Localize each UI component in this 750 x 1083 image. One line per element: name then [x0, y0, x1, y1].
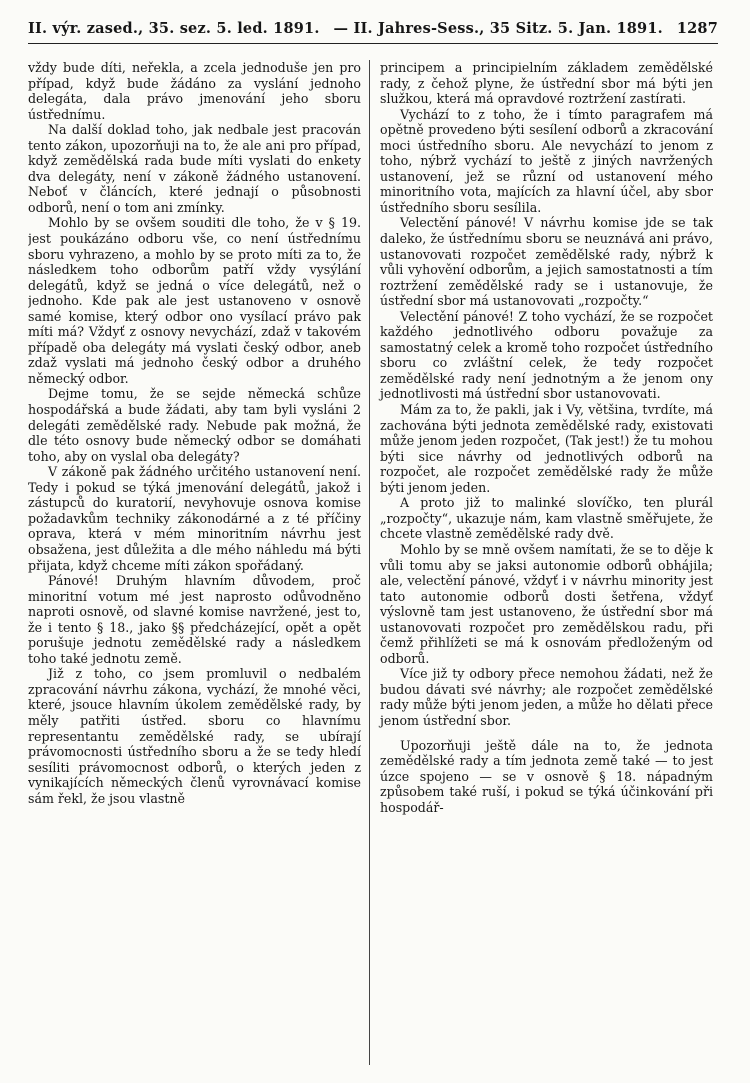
paragraph: Vychází to z toho, že i tímto paragrafem má opětně provedeno býti sesílení odborů a zkracování moci ústředního sboru. Ale nevychází to jenom z toho, nýbrž vychází to ještě z jiných navržených ustanovení, jež se různí od ustanovení mého minoritního vota, majících za hlavní účel, aby sbor ústředního sboru sesílila. [380, 106, 713, 215]
paragraph: Mám za to, že pakli, jak i Vy, většina, tvrdíte, má zachována býti jednota zemědělské rady, existovati může jenom jeden rozpočet, (Tak jest!) že tu mohou býti sice návrhy od jednotlivých odborů na rozpočet, ale rozpočet zemědělské rady že může býti jenom jeden. [380, 402, 713, 495]
paragraph: V zákoně pak žádného určitého ustanovení není. Tedy i pokud se týká jmenování delegátů, jakož i zástupců do kuratorií, nevyhovuje osnova komise požadavkům techniky zákonodárné a z té příčiny oprava, která v mém minoritním návrhu jest obsažena, jest důležita a dle mého náhledu má býti přijata, když chceme míti zákon spořádaný. [28, 464, 361, 573]
paragraph: principem a principielním základem zemědělské rady, z čehož plyne, že ústřední sbor má býti jen služkou, která má opravdové roztržení zastírati. [380, 60, 713, 107]
paragraph: Na další doklad toho, jak nedbale jest pracován tento zákon, upozorňuji na to, že ale ani pro případ, když zemědělská rada bude míti vyslati do enkety dva delegáty, není v zákoně žádného ustanovení. Neboť v článcích, které jednají o působnosti odborů, není o tom ani zmínky. [28, 122, 361, 215]
paragraph: Velectění pánové! V návrhu komise jde se tak daleko, že ústřednímu sboru se neuznává ani právo, ustanovovati rozpočet zemědělské rady, nýbrž k vůli vyhovění odborům, a jejich samostatnosti a tím roztržení zemědělské rady se i ustanovuje, že ústřední sbor má ustanovovati „rozpočty.“ [380, 215, 713, 309]
left-column [28, 60, 369, 1065]
paragraph: vždy bude díti, neřekla, a zcela jednoduše jen pro případ, když bude žádáno za vyslání jednoho delegáta, dala právo jmenování jeho sboru ústřednímu. [28, 60, 361, 122]
paragraph: Pánové! Druhým hlavním důvodem, proč minoritní votum mé jest naprosto odůvodněno naproti osnově, od slavné komise navržené, jest to, že i tento § 18., jako §§ předcházející, opět a opět porušuje jednotu zemědělské rady a následkem toho také jednotu země. [28, 573, 361, 666]
right-column [378, 60, 713, 1065]
paragraph: Již z toho, co jsem promluvil o nedbalém zpracování návrhu zákona, vychází, že mnohé věci, které, jsouce hlavním úkolem zemědělské rady, by měly patřiti ústřed. sboru co hlavnímu representantu zemědělské rady, se ubírají právomocnosti ústředního sboru a že se tedy hledí sesíliti právomocnost odborů, o kterých jeden z vynikajících německých členů vyrovnávací komise sám řekl, že jsou vlastně [28, 666, 361, 806]
paragraph: Dejme tomu, že se sejde německá schůze hospodářská a bude žádati, aby tam byli vysláni 2 delegáti zemědělské rady. Nebude pak možná, že dle této osnovy bude německý odbor se domáhati toho, aby on vyslal oba delegáty? [28, 386, 361, 464]
header-czech-session: II. výr. zased., 35. sez. 5. led. 1891. [28, 20, 320, 37]
text-columns [28, 60, 718, 1065]
paragraph: Mohlo by se ovšem souditi dle toho, že v § 19. jest poukázáno odboru vše, co není ústřednímu sboru vyhrazeno, a mohlo by se proto míti za to, že následkem toho odborům patří vždy vysýlání delegátů, když se jedná o více delegátů, než o jednoho. Kde pak ale jest ustanoveno v osnově samé komise, který odbor ono vysílací právo pak míti má? Vždyť z osnovy nevychází, zdaž v takovém případě oba delegáty má vyslati český odbor, aneb zdaž vyslati má jednoho český odbor a druhého německý odbor. [28, 215, 361, 386]
document-page [28, 20, 718, 1070]
paragraph: Velectění pánové! Z toho vychází, že se rozpočet každého jednotlivého odboru považuje za samostatný celek a kromě toho rozpočet ústředního sboru co zvláštní celek, že tedy rozpočet zemědělské rady není jednotným a že jenom ony jednotlivosti má ústřední sbor ustanovovati. [380, 308, 713, 402]
column-divider [369, 60, 370, 1065]
running-header [28, 20, 718, 44]
page-number: 1287 [676, 20, 718, 37]
paragraph: Mohlo by se mně ovšem namítati, že se to děje k vůli tomu aby se jaksi autonomie odborů obhájila; ale, velectění pánové, vždyť i v návrhu minority jest tato autonomie odborů dosti šetřena, vždyť výslovně tam jest ustanoveno, že ústřední sbor má ustanovovati rozpočet pro zemědělskou radu, při čemž přihlížeti se má k osnovám předloženým od odborů. [380, 541, 713, 666]
paragraph: A proto již to malinké slovíčko, ten plurál „rozpočty“, ukazuje nám, kam vlastně směřujete, že chcete vlastně zemědělské rady dvě. [380, 495, 713, 542]
paragraph: Více již ty odbory přece nemohou žádati, než že budou dávati své návrhy; ale rozpočet zemědělské rady může býti jenom jeden, a může ho dělati přece jenom ústřední sbor. [380, 666, 713, 728]
header-german-session: — II. Jahres-Sess., 35 Sitz. 5. Jan. 1891. [333, 20, 663, 37]
paragraph: Upozorňuji ještě dále na to, že jednota zemědělské rady a tím jednota země také — to jest úzce spojeno — se v osnově § 18. nápadným způsobem také ruší, i pokud se týká účinkování při hospodář- [380, 737, 713, 815]
